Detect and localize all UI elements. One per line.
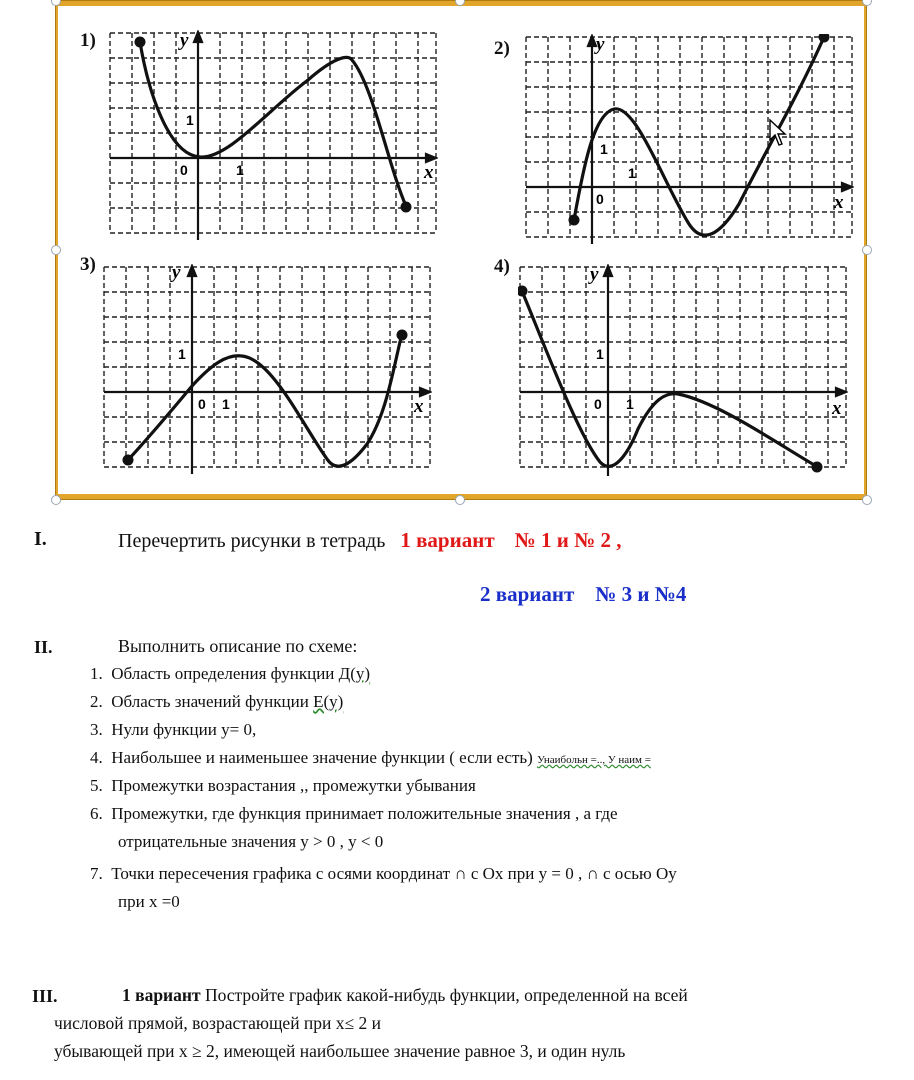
list-item-2 (90, 692, 343, 712)
plot-4-grid (520, 267, 846, 467)
section-2-title: Выполнить описание по схеме: (118, 636, 358, 656)
resize-handle-bottom-right[interactable] (862, 495, 872, 505)
list-item-number: 4. (90, 748, 103, 767)
section-3-line-1 (122, 985, 688, 1006)
plot-1-axes (110, 32, 436, 240)
resize-handle-middle-left[interactable] (51, 245, 61, 255)
plot-4-y-label: y (590, 264, 599, 285)
plot-1-y-label: y (180, 30, 189, 51)
list-item-tail: Е(у) (313, 692, 344, 711)
section-3-variant: 1 вариант (122, 985, 201, 1005)
resize-handle-bottom-left[interactable] (51, 495, 61, 505)
plot-1-endpoint-start (135, 37, 146, 48)
list-item-text: Промежутки, где функция принимает положительные значения , а где (111, 804, 618, 823)
plot-1-x-label: x (424, 162, 434, 183)
list-item-1 (90, 664, 370, 684)
section-3-line-2: числовой прямой, возрастающей при х≤ 2 и (54, 1013, 382, 1033)
list-item-text: при х =0 (118, 892, 180, 911)
plot-2-x-label: x (834, 192, 844, 213)
plot-3-curve (128, 334, 402, 466)
plot-3-origin: 0 (198, 396, 206, 412)
plot-4-number: 4) (494, 256, 510, 277)
plot-3-y-label: y (172, 264, 181, 283)
list-item-7 (90, 864, 677, 884)
plot-3 (102, 264, 432, 474)
plot-2-endpoint-start (569, 215, 580, 226)
plot-3-endpoint-end (397, 330, 408, 341)
plot-1-number: 1) (80, 30, 96, 51)
plot-1-grid (110, 33, 436, 233)
list-item-text: Нули функции у= 0, (111, 720, 257, 739)
section-1-line (118, 528, 621, 553)
list-item-6 (90, 804, 618, 824)
list-item-5 (90, 776, 476, 796)
list-item-7-continued (118, 892, 180, 912)
plot-3-x-label: x (414, 396, 424, 417)
list-item-number: 6. (90, 804, 103, 823)
section-3-number: III. (32, 986, 58, 1006)
list-item-tail: Унаибольн =.., У наим = (537, 754, 651, 766)
list-item-tail: Д(у) (338, 664, 371, 683)
list-item-text: Точки пересечения графика с осями координат ∩ с Ох при у = 0 , ∩ с осью Оу (111, 864, 677, 883)
list-item-text: Промежутки возрастания ,, промежутки убывания (111, 776, 476, 795)
section-3-line-3: убывающей при х ≥ 2, имеющей наибольшее значение равное 3, и один нуль (54, 1041, 626, 1061)
plot-1-origin: 0 (180, 162, 188, 178)
list-item-number: 3. (90, 720, 103, 739)
variant-2-label: 2 вариант (480, 582, 575, 606)
section-1-text: Перечертить рисунки в тетрадь (118, 530, 386, 552)
plot-3-x-tick: 1 (222, 396, 230, 412)
list-item-text: Область значений функции (111, 692, 314, 711)
list-item-text: Область определения функции (111, 664, 339, 683)
list-item-6-continued (118, 832, 383, 852)
plot-4-endpoint-start (518, 286, 528, 297)
plot-3-grid (104, 267, 430, 467)
plot-1-curve (140, 42, 406, 206)
plot-2-origin: 0 (596, 191, 604, 207)
plot-1-endpoint-end (401, 202, 412, 213)
plot-1-y-tick: 1 (186, 112, 194, 128)
section-1-number: I. (34, 528, 47, 550)
plot-2-x-tick: 1 (628, 165, 636, 181)
plot-2-number: 2) (494, 38, 510, 59)
plot-2-endpoint-end (819, 34, 830, 43)
plot-4-x-label: x (832, 398, 842, 419)
plot-4-endpoint-end (812, 462, 823, 473)
variant-2-tasks: № 3 и №4 (595, 582, 687, 606)
list-item-text: отрицательные значения у > 0 , у < 0 (118, 832, 384, 851)
list-item-4 (90, 748, 651, 768)
list-item-number: 5. (90, 776, 103, 795)
resize-handle-bottom-center[interactable] (455, 495, 465, 505)
resize-handle-middle-right[interactable] (862, 245, 872, 255)
plot-2-y-tick: 1 (600, 141, 608, 157)
section-1-line-2 (480, 582, 686, 607)
list-item-number: 7. (90, 864, 103, 883)
plot-4 (518, 264, 848, 479)
list-item-number: 1. (90, 664, 103, 683)
move-cursor-icon (768, 118, 790, 148)
plot-1 (108, 30, 438, 240)
list-item-text: Наибольшее и наименьшее значение функции ( если есть) (111, 748, 538, 767)
plot-2-y-label: y (596, 34, 605, 55)
plot-3-endpoint-start (123, 455, 134, 466)
section-2-number: II. (34, 637, 53, 657)
variant-1-label: 1 вариант (400, 528, 495, 552)
plot-4-y-tick: 1 (596, 346, 604, 362)
plot-4-origin: 0 (594, 396, 602, 412)
plot-3-number: 3) (80, 254, 96, 275)
variant-1-tasks: № 1 и № 2 , (514, 528, 622, 552)
plot-1-x-tick: 1 (236, 162, 244, 178)
resize-handle-top-right[interactable] (862, 0, 872, 6)
plot-4-x-tick: 1 (626, 396, 634, 412)
plot-3-y-tick: 1 (178, 346, 186, 362)
list-item-3 (90, 720, 256, 740)
plot-2 (524, 34, 854, 244)
section-3-text-1: Постройте график какой-нибудь функции, определенной на всей (200, 985, 688, 1005)
list-item-number: 2. (90, 692, 103, 711)
plot-4-axes (520, 266, 846, 476)
